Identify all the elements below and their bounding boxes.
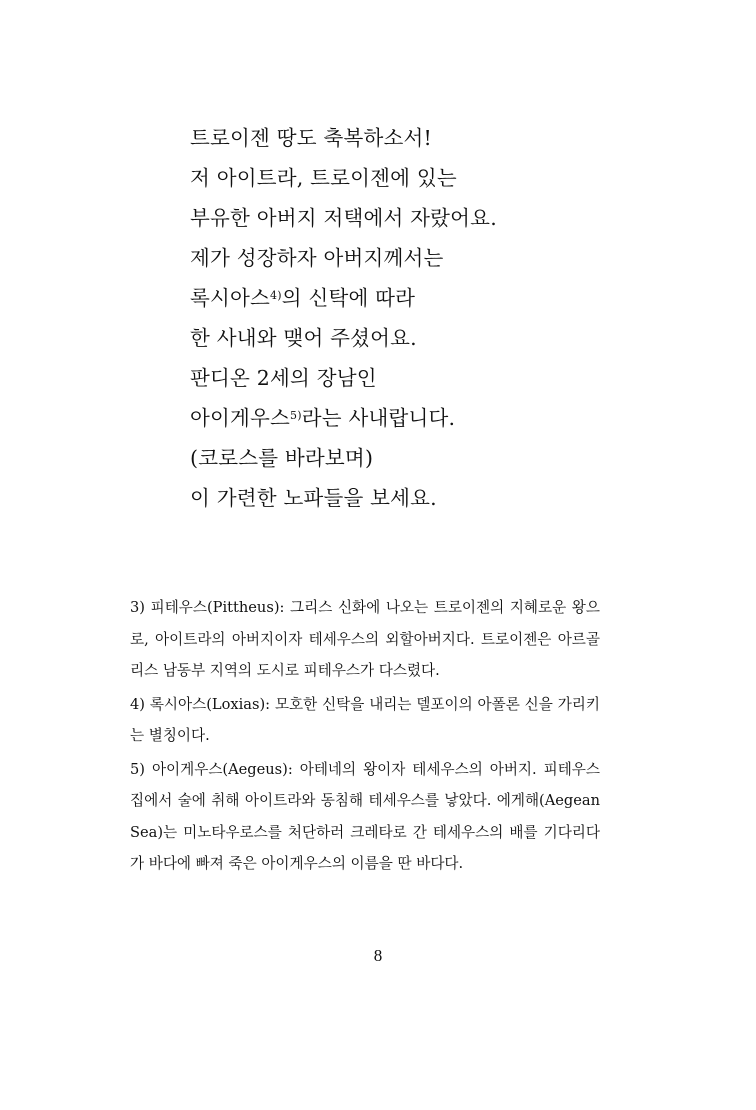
verse-line: 트로이젠 땅도 축복하소서! <box>190 126 432 150</box>
footnote-text: 그리스 신화에 나오는 트로이젠의 지혜로운 왕으로, 아이트라의 아버지이자 테세우스의 외할아버지다. 트로이젠은 아르골리스 남동부 지역의 도시로 피테우스가 다스렸다. <box>130 599 601 679</box>
footnote-number: 3) <box>130 599 145 616</box>
footnote-3 <box>130 592 600 687</box>
footnote-number: 5) <box>130 760 145 778</box>
verse-line: 이 가련한 노파들을 보세요. <box>190 486 437 510</box>
page-number: 8 <box>373 946 383 965</box>
verse-line: (코로스를 바라보며) <box>190 446 374 470</box>
footnotes-section <box>130 592 600 882</box>
footnote-text: 모호한 신탁을 내리는 델포이의 아폴론 신을 가리키는 별칭이다. <box>130 695 601 744</box>
verse-block <box>190 118 710 518</box>
verse-text: 라는 사내랍니다. <box>301 406 456 430</box>
verse-line <box>190 278 710 318</box>
verse-line <box>190 398 710 438</box>
footnote-term: 아이게우스(Aegeus): <box>151 760 293 778</box>
verse-line: 한 사내와 맺어 주셨어요. <box>190 326 417 350</box>
footnote-term: 록시아스(Loxias): <box>149 695 271 713</box>
verse-text: 록시아스 <box>190 286 271 310</box>
verse-text: 아이게우스 <box>190 406 291 430</box>
verse-text: 의 신탁에 따라 <box>281 286 416 310</box>
verse-line: 저 아이트라, 트로이젠에 있는 <box>190 166 457 190</box>
footnote-5 <box>130 754 600 880</box>
footnote-text: 아테네의 왕이자 테세우스의 아버지. 피테우스 집에서 술에 취해 아이트라와 동침해 테세우스를 낳았다. 에게해(Aegean Sea)는 미노타우로스를 처단하러 크레타로 간 테세우스의 배를 기다리다가 바다에 빠져 죽은 아이게우스의 이름을 딴 바다다. <box>130 760 601 872</box>
verse-line: 제가 성장하자 아버지께서는 <box>190 246 444 270</box>
footnote-4 <box>130 689 600 752</box>
footnote-ref-4: 4) <box>270 289 282 302</box>
footnote-ref-5: 5) <box>290 409 302 422</box>
verse-line: 판디온 2세의 장남인 <box>190 366 377 390</box>
verse-line: 부유한 아버지 저택에서 자랐어요. <box>190 206 497 230</box>
footnote-term: 피테우스(Pittheus): <box>150 599 285 616</box>
footnote-number: 4) <box>130 695 145 713</box>
